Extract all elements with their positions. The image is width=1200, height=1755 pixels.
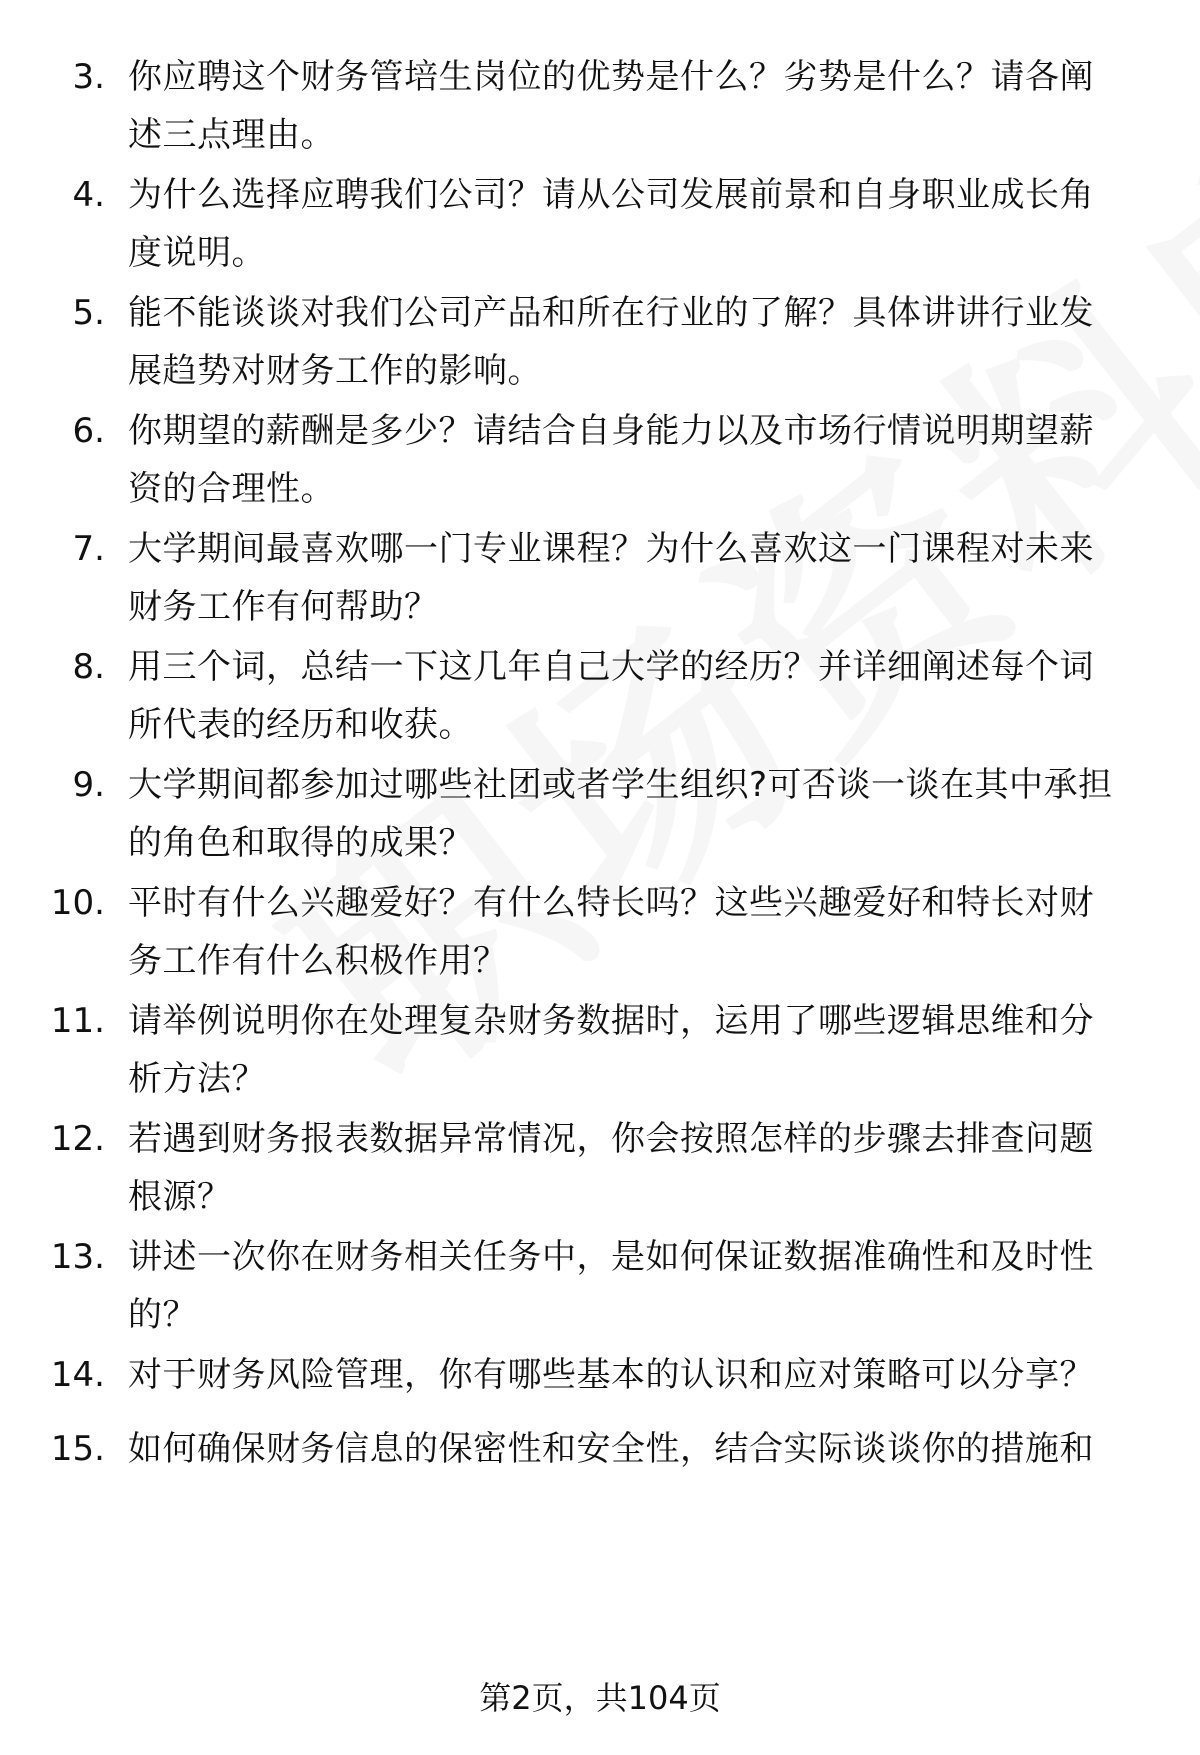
question-line: 平时有什么兴趣爱好？有什么特长吗？这些兴趣爱好和特长对财 bbox=[128, 883, 1094, 923]
question-number: 5. bbox=[72, 293, 105, 333]
list-item bbox=[0, 1110, 1200, 1230]
question-text bbox=[128, 166, 1148, 282]
question-number: 7. bbox=[72, 529, 105, 569]
question-line: 请举例说明你在处理复杂财务数据时，运用了哪些逻辑思维和分 bbox=[128, 1001, 1094, 1041]
question-number: 8. bbox=[72, 647, 105, 687]
question-text bbox=[128, 756, 1148, 872]
question-line: 大学期间最喜欢哪一门专业课程？为什么喜欢这一门课程对未来 bbox=[128, 529, 1094, 569]
question-text bbox=[128, 1346, 1148, 1404]
question-line: 展趋势对财务工作的影响。 bbox=[128, 351, 542, 391]
question-line: 为什么选择应聘我们公司？请从公司发展前景和自身职业成长角 bbox=[128, 175, 1094, 215]
list-item bbox=[0, 166, 1200, 286]
list-item bbox=[0, 756, 1200, 876]
question-text bbox=[128, 874, 1148, 990]
question-line: 讲述一次你在财务相关任务中，是如何保证数据准确性和及时性 bbox=[128, 1237, 1094, 1277]
question-text bbox=[128, 1228, 1148, 1344]
question-number: 15. bbox=[50, 1429, 105, 1469]
question-number: 10. bbox=[50, 883, 105, 923]
question-line: 对于财务风险管理，你有哪些基本的认识和应对策略可以分享？ bbox=[128, 1355, 1094, 1395]
question-line: 如何确保财务信息的保密性和安全性，结合实际谈谈你的措施和 bbox=[128, 1429, 1094, 1469]
question-line: 的角色和取得的成果？ bbox=[128, 823, 473, 863]
question-number: 11. bbox=[50, 1001, 105, 1041]
list-item bbox=[0, 874, 1200, 994]
question-text bbox=[128, 48, 1148, 164]
question-number: 6. bbox=[72, 411, 105, 451]
question-line: 你期望的薪酬是多少？请结合自身能力以及市场行情说明期望薪 bbox=[128, 411, 1094, 451]
question-line: 务工作有什么积极作用？ bbox=[128, 941, 508, 981]
question-number: 13. bbox=[50, 1237, 105, 1277]
list-item bbox=[0, 992, 1200, 1112]
page-number-footer: 第2页，共104页 bbox=[479, 1679, 721, 1717]
question-line: 若遇到财务报表数据异常情况，你会按照怎样的步骤去排查问题 bbox=[128, 1119, 1094, 1159]
question-text bbox=[128, 1110, 1148, 1226]
question-line: 析方法？ bbox=[128, 1059, 266, 1099]
question-line: 的？ bbox=[128, 1295, 197, 1335]
question-text bbox=[128, 1420, 1148, 1478]
list-item bbox=[0, 638, 1200, 758]
question-line: 大学期间都参加过哪些社团或者学生组织?可否谈一谈在其中承担 bbox=[128, 765, 1113, 805]
list-item bbox=[0, 284, 1200, 404]
question-text bbox=[128, 284, 1148, 400]
list-item bbox=[0, 402, 1200, 522]
question-line: 财务工作有何帮助？ bbox=[128, 587, 439, 627]
question-line: 用三个词，总结一下这几年自己大学的经历？并详细阐述每个词 bbox=[128, 647, 1094, 687]
question-number: 4. bbox=[72, 175, 105, 215]
question-number: 3. bbox=[72, 57, 105, 97]
question-number: 9. bbox=[72, 765, 105, 805]
question-text bbox=[128, 520, 1148, 636]
question-line: 度说明。 bbox=[128, 233, 266, 273]
list-item bbox=[0, 48, 1200, 168]
list-item bbox=[0, 520, 1200, 640]
list-item bbox=[0, 1228, 1200, 1348]
question-number: 14. bbox=[50, 1355, 105, 1395]
question-text bbox=[128, 638, 1148, 754]
question-line: 你应聘这个财务管培生岗位的优势是什么？劣势是什么？请各阐 bbox=[128, 57, 1094, 97]
question-text bbox=[128, 992, 1148, 1108]
list-item bbox=[0, 1420, 1200, 1540]
question-line: 所代表的经历和收获。 bbox=[128, 705, 473, 745]
question-line: 资的合理性。 bbox=[128, 469, 335, 509]
question-text bbox=[128, 402, 1148, 518]
question-number: 12. bbox=[50, 1119, 105, 1159]
question-line: 能不能谈谈对我们公司产品和所在行业的了解？具体讲讲行业发 bbox=[128, 293, 1094, 333]
question-line: 述三点理由。 bbox=[128, 115, 335, 155]
question-line: 根源？ bbox=[128, 1177, 232, 1217]
